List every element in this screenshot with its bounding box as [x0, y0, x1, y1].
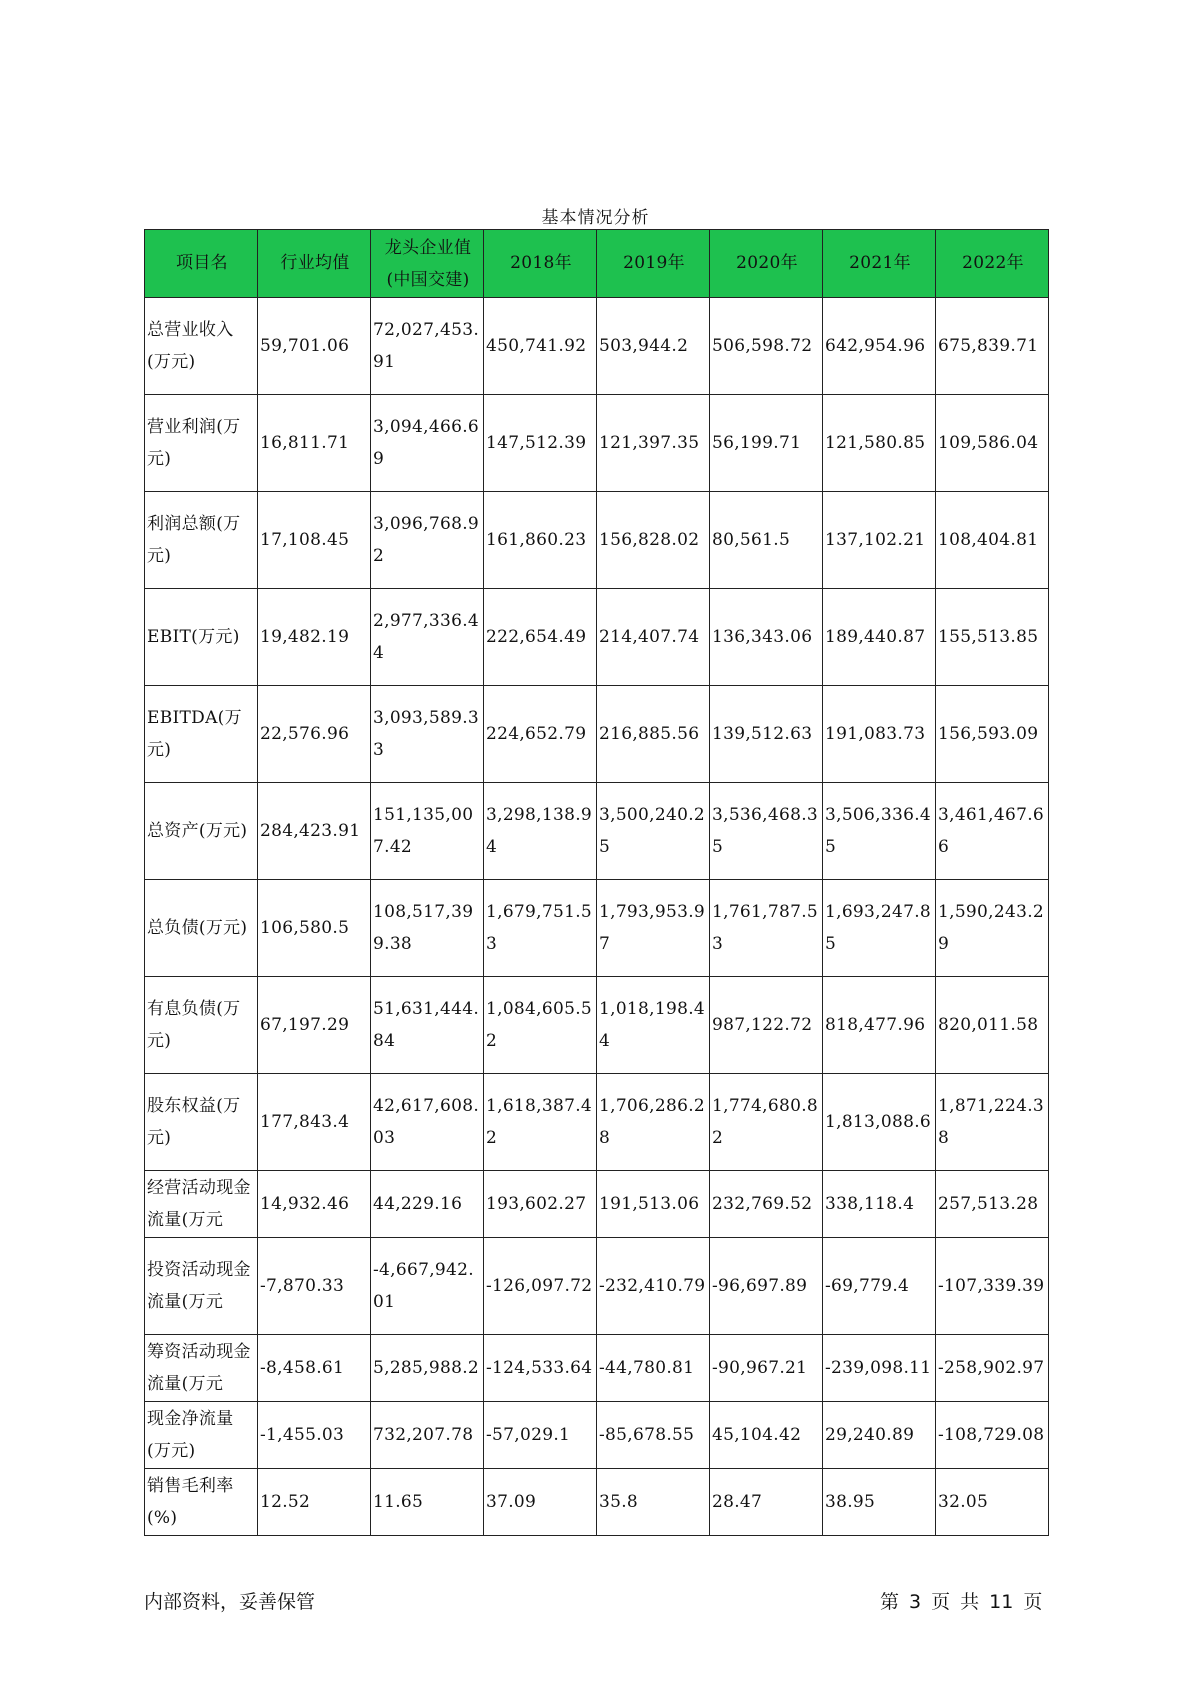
- table-cell: 1,761,787.53: [710, 880, 823, 977]
- table-cell: 503,944.2: [597, 298, 710, 395]
- table-cell: 987,122.72: [710, 977, 823, 1074]
- table-cell: 35.8: [597, 1469, 710, 1536]
- table-cell: 642,954.96: [823, 298, 936, 395]
- table-cell: 232,769.52: [710, 1171, 823, 1238]
- page-total: 11: [989, 1591, 1014, 1613]
- table-cell: 450,741.92: [484, 298, 597, 395]
- row-label: 现金净流量(万元): [145, 1402, 258, 1469]
- table-cell: 3,500,240.25: [597, 783, 710, 880]
- table-cell: 3,461,467.66: [936, 783, 1049, 880]
- row-label: 销售毛利率(%): [145, 1469, 258, 1536]
- table-row: [145, 589, 1049, 686]
- table-cell: 137,102.21: [823, 492, 936, 589]
- table-cell: 56,199.71: [710, 395, 823, 492]
- table-cell: 11.65: [371, 1469, 484, 1536]
- table-cell: -124,533.64: [484, 1335, 597, 1402]
- table-cell: -107,339.39: [936, 1238, 1049, 1335]
- footer-confidential-note: 内部资料，妥善保管: [144, 1591, 316, 1613]
- column-header: 项目名: [145, 230, 258, 298]
- table-cell: 224,652.79: [484, 686, 597, 783]
- column-header: 2019年: [597, 230, 710, 298]
- table-cell: 155,513.85: [936, 589, 1049, 686]
- table-cell: 17,108.45: [258, 492, 371, 589]
- table-cell: 189,440.87: [823, 589, 936, 686]
- table-cell: -57,029.1: [484, 1402, 597, 1469]
- table-cell: -232,410.79: [597, 1238, 710, 1335]
- table-row: [145, 298, 1049, 395]
- table-cell: 214,407.74: [597, 589, 710, 686]
- table-cell: -90,967.21: [710, 1335, 823, 1402]
- table-cell: 675,839.71: [936, 298, 1049, 395]
- table-cell: 72,027,453.91: [371, 298, 484, 395]
- table-cell: 177,843.4: [258, 1074, 371, 1171]
- page-unit: 页: [931, 1591, 951, 1613]
- table-cell: 506,598.72: [710, 298, 823, 395]
- table-cell: 121,397.35: [597, 395, 710, 492]
- table-cell: 1,084,605.52: [484, 977, 597, 1074]
- table-cell: 193,602.27: [484, 1171, 597, 1238]
- table-cell: 1,679,751.53: [484, 880, 597, 977]
- row-label: 总负债(万元): [145, 880, 258, 977]
- table-cell: 1,590,243.29: [936, 880, 1049, 977]
- column-header: 2021年: [823, 230, 936, 298]
- table-cell: 14,932.46: [258, 1171, 371, 1238]
- table-cell: -258,902.97: [936, 1335, 1049, 1402]
- table-cell: 45,104.42: [710, 1402, 823, 1469]
- table-cell: 338,118.4: [823, 1171, 936, 1238]
- table-cell: 156,828.02: [597, 492, 710, 589]
- table-cell: 3,093,589.33: [371, 686, 484, 783]
- table-cell: 1,018,198.44: [597, 977, 710, 1074]
- table-cell: 3,094,466.69: [371, 395, 484, 492]
- table-cell: 22,576.96: [258, 686, 371, 783]
- table-cell: 80,561.5: [710, 492, 823, 589]
- table-cell: 121,580.85: [823, 395, 936, 492]
- table-cell: 151,135,007.42: [371, 783, 484, 880]
- column-header: 2018年: [484, 230, 597, 298]
- table-cell: -44,780.81: [597, 1335, 710, 1402]
- table-cell: 108,404.81: [936, 492, 1049, 589]
- table-cell: 820,011.58: [936, 977, 1049, 1074]
- table-cell: 136,343.06: [710, 589, 823, 686]
- table-row: [145, 492, 1049, 589]
- table-cell: 1,693,247.85: [823, 880, 936, 977]
- table-cell: 1,793,953.97: [597, 880, 710, 977]
- table-row: [145, 1171, 1049, 1238]
- table-cell: -239,098.11: [823, 1335, 936, 1402]
- table-cell: -7,870.33: [258, 1238, 371, 1335]
- row-label: 投资活动现金流量(万元: [145, 1238, 258, 1335]
- table-cell: 32.05: [936, 1469, 1049, 1536]
- page-title: 基本情况分析: [541, 208, 650, 228]
- column-header: 龙头企业值(中国交建): [371, 230, 484, 298]
- table-cell: 59,701.06: [258, 298, 371, 395]
- table-cell: 5,285,988.2: [371, 1335, 484, 1402]
- table-cell: 1,871,224.38: [936, 1074, 1049, 1171]
- table-row: [145, 1238, 1049, 1335]
- table-cell: 16,811.71: [258, 395, 371, 492]
- table-cell: 12.52: [258, 1469, 371, 1536]
- table-cell: -108,729.08: [936, 1402, 1049, 1469]
- table-cell: 284,423.91: [258, 783, 371, 880]
- table-row: [145, 1335, 1049, 1402]
- table-cell: -8,458.61: [258, 1335, 371, 1402]
- column-header: 2022年: [936, 230, 1049, 298]
- row-label: EBIT(万元): [145, 589, 258, 686]
- table-cell: 2,977,336.44: [371, 589, 484, 686]
- total-unit: 页: [1023, 1591, 1043, 1613]
- table-cell: 3,298,138.94: [484, 783, 597, 880]
- page-number: [880, 1587, 1052, 1614]
- row-label: 利润总额(万元): [145, 492, 258, 589]
- table-cell: -1,455.03: [258, 1402, 371, 1469]
- table-cell: 191,513.06: [597, 1171, 710, 1238]
- table-cell: -4,667,942.01: [371, 1238, 484, 1335]
- table-cell: 3,536,468.35: [710, 783, 823, 880]
- column-header: 2020年: [710, 230, 823, 298]
- table-cell: 222,654.49: [484, 589, 597, 686]
- table-row: [145, 395, 1049, 492]
- table-cell: 38.95: [823, 1469, 936, 1536]
- table-cell: 3,096,768.92: [371, 492, 484, 589]
- table-row: [145, 1469, 1049, 1536]
- table-row: [145, 686, 1049, 783]
- table-cell: 257,513.28: [936, 1171, 1049, 1238]
- row-label: 有息负债(万元): [145, 977, 258, 1074]
- table-cell: -85,678.55: [597, 1402, 710, 1469]
- table-cell: -69,779.4: [823, 1238, 936, 1335]
- table-cell: 161,860.23: [484, 492, 597, 589]
- table-cell: 732,207.78: [371, 1402, 484, 1469]
- table-cell: 1,813,088.6: [823, 1074, 936, 1171]
- total-prefix: 共: [960, 1591, 980, 1613]
- table-row: [145, 880, 1049, 977]
- table-row: [145, 1074, 1049, 1171]
- table-cell: 1,774,680.82: [710, 1074, 823, 1171]
- table-cell: 216,885.56: [597, 686, 710, 783]
- table-cell: -96,697.89: [710, 1238, 823, 1335]
- table-cell: 19,482.19: [258, 589, 371, 686]
- table-cell: 3,506,336.45: [823, 783, 936, 880]
- table-cell: 108,517,399.38: [371, 880, 484, 977]
- table-cell: 191,083.73: [823, 686, 936, 783]
- table-cell: 818,477.96: [823, 977, 936, 1074]
- table-cell: 1,618,387.42: [484, 1074, 597, 1171]
- table-cell: 156,593.09: [936, 686, 1049, 783]
- table-row: [145, 1402, 1049, 1469]
- table-row: [145, 977, 1049, 1074]
- page-current: 3: [909, 1591, 922, 1613]
- table-cell: 67,197.29: [258, 977, 371, 1074]
- table-cell: 109,586.04: [936, 395, 1049, 492]
- table-cell: 37.09: [484, 1469, 597, 1536]
- table-cell: 28.47: [710, 1469, 823, 1536]
- column-header: 行业均值: [258, 230, 371, 298]
- row-label: 经营活动现金流量(万元: [145, 1171, 258, 1238]
- table-row: [145, 783, 1049, 880]
- table-cell: 44,229.16: [371, 1171, 484, 1238]
- row-label: EBITDA(万元): [145, 686, 258, 783]
- table-cell: 106,580.5: [258, 880, 371, 977]
- basic-analysis-table: [144, 229, 1049, 1536]
- row-label: 营业利润(万元): [145, 395, 258, 492]
- table-cell: 51,631,444.84: [371, 977, 484, 1074]
- row-label: 筹资活动现金流量(万元: [145, 1335, 258, 1402]
- table-header-row: [145, 230, 1049, 298]
- table-cell: -126,097.72: [484, 1238, 597, 1335]
- row-label: 总资产(万元): [145, 783, 258, 880]
- table-cell: 42,617,608.03: [371, 1074, 484, 1171]
- table-cell: 1,706,286.28: [597, 1074, 710, 1171]
- row-label: 总营业收入(万元): [145, 298, 258, 395]
- table-cell: 147,512.39: [484, 395, 597, 492]
- table-cell: 29,240.89: [823, 1402, 936, 1469]
- page-prefix: 第: [880, 1591, 900, 1613]
- table-cell: 139,512.63: [710, 686, 823, 783]
- row-label: 股东权益(万元): [145, 1074, 258, 1171]
